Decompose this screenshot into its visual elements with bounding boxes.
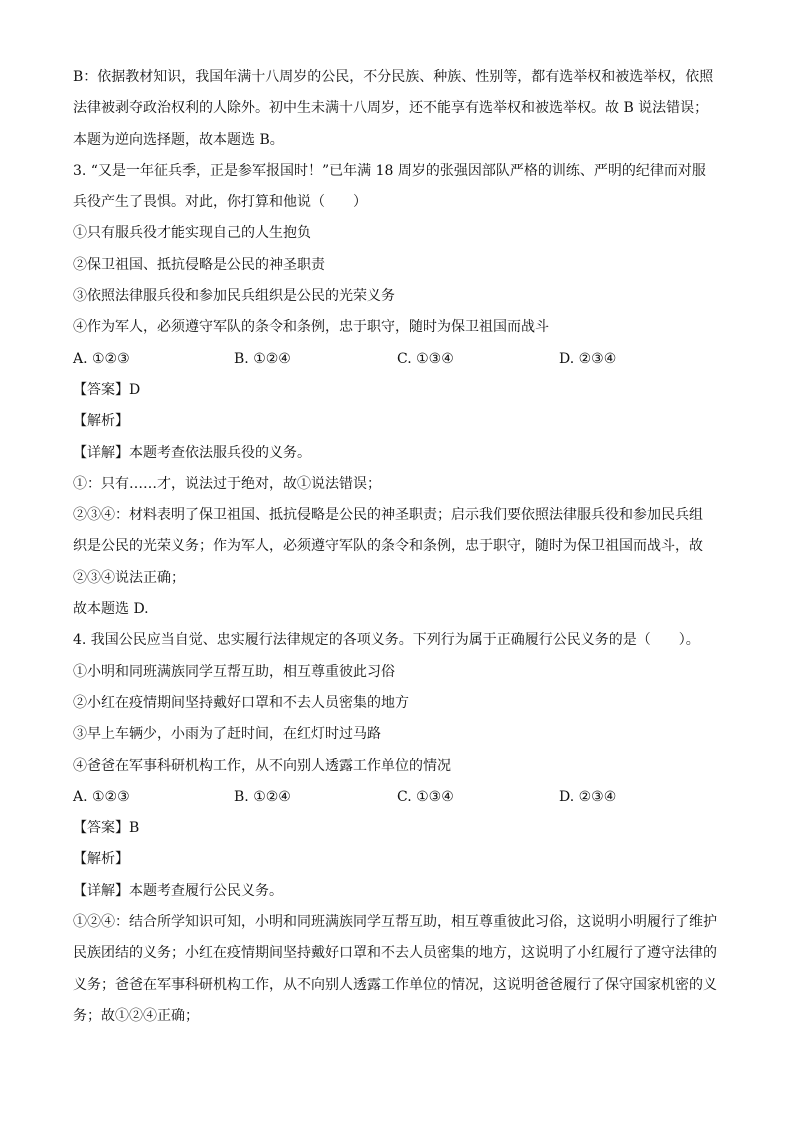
- q4-detail: 【详解】本题考查履行公民义务。: [73, 882, 283, 899]
- q3-explanation-1: ①：只有……才，说法过于绝对，故①说法错误；: [73, 475, 381, 492]
- q3-stem-line2: 兵役产生了畏惧。对此，你打算和他说（ ）: [73, 194, 367, 211]
- q4-statement-3: ③早上车辆少，小雨为了赶时间，在红灯时过马路: [73, 726, 381, 743]
- q4-statement-2: ②小红在疫情期间坚持戴好口罩和不去人员密集的地方: [73, 694, 409, 711]
- q3-option-d: D. ②③④: [559, 350, 617, 367]
- q3-statement-4: ④作为军人，必须遵守军队的条令和条例，忠于职守，随时为保卫祖国而战斗: [73, 319, 549, 336]
- q4-option-a: A. ①②③: [73, 788, 130, 805]
- q4-option-d: D. ②③④: [559, 788, 617, 805]
- q3-explanation-2-line1: ②③④：材料表明了保卫祖国、抵抗侵略是公民的神圣职责；启示我们要依照法律服兵役和参加民兵组: [73, 507, 703, 524]
- q3-answer: 【答案】D: [73, 381, 141, 398]
- q3-detail: 【详解】本题考查依法服兵役的义务。: [73, 444, 311, 461]
- q3-statement-1: ①只有服兵役才能实现自己的人生抱负: [73, 225, 311, 242]
- q4-option-c: C. ①③④: [397, 788, 454, 805]
- q3-conclusion: 故本题选 D.: [73, 601, 149, 618]
- q4-analysis-label: 【解析】: [73, 851, 129, 868]
- q4-answer: 【答案】B: [73, 820, 140, 837]
- q3-options: [73, 346, 723, 377]
- q4-statement-4: ④爸爸在军事科研机构工作，从不向别人透露工作单位的情况: [73, 757, 451, 774]
- q3-option-b: B. ①②④: [234, 350, 291, 367]
- q2-conclusion: 本题为逆向选择题，故本题选 B。: [73, 131, 284, 148]
- q4-explanation-line4: 务；故①②④正确；: [73, 1007, 199, 1024]
- q4-stem: 4. 我国公民应当自觉、忠实履行法律规定的各项义务。下列行为属于正确履行公民义务的是（ ）。: [73, 632, 700, 649]
- q2-explanation-b-line1: B：依据教材知识，我国年满十八周岁的公民，不分民族、种族、性别等，都有选举权和被选举权，依照: [73, 69, 714, 85]
- q4-option-b: B. ①②④: [234, 788, 291, 805]
- q3-statement-3: ③依照法律服兵役和参加民兵组织是公民的光荣义务: [73, 288, 395, 305]
- q3-option-c: C. ①③④: [397, 350, 454, 367]
- q3-option-a: A. ①②③: [73, 350, 130, 367]
- q3-explanation-2-line3: ②③④说法正确；: [73, 569, 185, 586]
- q3-stem-line1: 3. “又是一年征兵季，正是参军报国时！”已年满 18 周岁的张强因部队严格的训练、严明的纪律而对服: [73, 162, 706, 179]
- q4-explanation-line3: 义务；爸爸在军事科研机构工作，从不向别人透露工作单位的情况，这说明爸爸履行了保守国家机密的义: [73, 976, 717, 993]
- q2-explanation-b-line2: 法律被剥夺政治权利的人除外。初中生未满十八周岁，还不能享有选举权和被选举权。故 B 说法错误；: [73, 100, 709, 117]
- q4-statement-1: ①小明和同班满族同学互帮互助，相互尊重彼此习俗: [73, 663, 395, 680]
- q3-statement-2: ②保卫祖国、抵抗侵略是公民的神圣职责: [73, 256, 325, 273]
- q4-explanation-line1: ①②④：结合所学知识可知，小明和同班满族同学互帮互助，相互尊重彼此习俗，这说明小明履行了维护: [73, 914, 717, 931]
- q3-explanation-2-line2: 织是公民的光荣义务；作为军人，必须遵守军队的条令和条例，忠于职守，随时为保卫祖国而战斗，故: [73, 538, 703, 555]
- q4-explanation-line2: 民族团结的义务；小红在疫情期间坚持戴好口罩和不去人员密集的地方，这说明了小红履行了遵守法律的: [73, 945, 717, 962]
- q4-options: [73, 784, 723, 815]
- page-content: [73, 64, 723, 1034]
- q3-analysis-label: 【解析】: [73, 413, 129, 430]
